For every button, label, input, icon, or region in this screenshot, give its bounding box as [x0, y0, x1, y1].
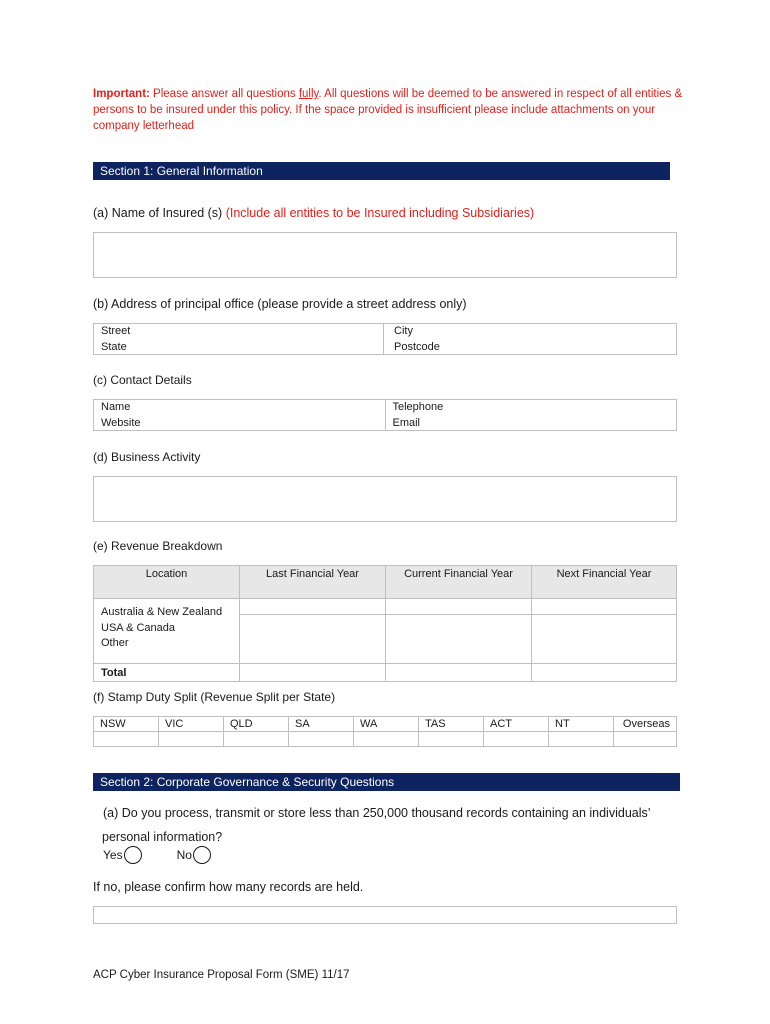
revenue-header-last-year: Last Financial Year — [240, 566, 386, 599]
revenue-total-row — [94, 664, 677, 682]
stamp-act-input[interactable] — [484, 732, 549, 747]
revenue-location-rows — [94, 599, 677, 664]
contact-left-col — [94, 400, 385, 430]
section-1-header: Section 1: General Information — [93, 162, 670, 180]
revenue-header-location: Location — [94, 566, 240, 599]
stamp-sa-input[interactable] — [289, 732, 354, 747]
address-grid — [93, 323, 677, 355]
section-2-header: Section 2: Corporate Governance & Security Questions — [93, 773, 680, 791]
revenue-total-label: Total — [94, 664, 240, 682]
stamp-duty-table — [93, 716, 677, 747]
revenue-header-next-year: Next Financial Year — [532, 566, 677, 599]
email-field[interactable]: Email — [392, 416, 421, 429]
website-field[interactable]: Website — [101, 416, 141, 429]
revenue-next-year-cells[interactable] — [532, 599, 677, 664]
important-notice: Important: Please answer all questions fully. All questions will be deemed to be answered in respect of all entities & persons to be insured under this policy. If the space provided is insufficient please include attachments on your company letterhead — [93, 88, 683, 132]
insured-note: (Include all entities to be Insured including Subsidiaries) — [225, 206, 535, 220]
stamp-overseas-input[interactable] — [614, 732, 677, 747]
question-2a-records: (a) Do you process, transmit or store less than 250,000 thousand records containing an individuals’ personal information? — [102, 806, 651, 844]
state-vic: VIC — [159, 717, 224, 732]
stamp-tas-input[interactable] — [419, 732, 484, 747]
question-b-address: (b) Address of principal office (please provide a street address only) — [93, 297, 467, 311]
revenue-table — [93, 565, 677, 682]
state-wa: WA — [354, 717, 419, 732]
address-left-col — [94, 324, 383, 354]
revenue-last-year-cells[interactable] — [240, 599, 386, 664]
business-activity-field[interactable] — [93, 476, 677, 522]
state-nsw: NSW — [94, 717, 159, 732]
revenue-header-current-year: Current Financial Year — [386, 566, 532, 599]
state-overseas: Overseas — [614, 717, 677, 732]
no-radio[interactable] — [193, 846, 211, 864]
contact-right-col — [385, 400, 677, 430]
stamp-qld-input[interactable] — [224, 732, 289, 747]
address-right-col — [383, 324, 676, 354]
no-label: No — [176, 848, 192, 862]
question-c-contact: (c) Contact Details — [93, 373, 192, 387]
telephone-field[interactable]: Telephone — [392, 401, 444, 413]
state-sa: SA — [289, 717, 354, 732]
page-footer: ACP Cyber Insurance Proposal Form (SME) 11/17 — [93, 969, 350, 981]
location-other: Other — [101, 637, 129, 649]
name-field[interactable]: Name — [101, 401, 131, 413]
yes-radio[interactable] — [124, 846, 142, 864]
revenue-total-next-year[interactable] — [532, 664, 677, 682]
postcode-field[interactable]: Postcode — [394, 340, 440, 353]
question-a-name-of-insured: (a) Name of Insured (s) (Include all entities to be Insured including Subsidiaries) — [93, 206, 535, 220]
revenue-total-last-year[interactable] — [240, 664, 386, 682]
stamp-vic-input[interactable] — [159, 732, 224, 747]
state-field[interactable]: State — [101, 340, 127, 353]
question-f-stamp-duty: (f) Stamp Duty Split (Revenue Split per State) — [93, 690, 336, 704]
location-anz: Australia & New Zealand — [101, 606, 223, 618]
location-usa-canada: USA & Canada — [101, 621, 175, 634]
records-count-field[interactable] — [93, 906, 677, 924]
stamp-duty-value-row — [94, 732, 677, 747]
street-field[interactable]: Street — [101, 325, 131, 337]
state-qld: QLD — [224, 717, 289, 732]
revenue-header-row — [94, 566, 677, 599]
question-d-business-activity: (d) Business Activity — [93, 450, 201, 464]
yes-label: Yes — [103, 848, 123, 862]
state-act: ACT — [484, 717, 549, 732]
yes-no-options — [103, 846, 211, 864]
state-nt: NT — [549, 717, 614, 732]
stamp-nsw-input[interactable] — [94, 732, 159, 747]
stamp-duty-header-row — [94, 717, 677, 732]
revenue-locations — [94, 599, 240, 664]
important-fully: fully — [298, 88, 319, 100]
revenue-total-current-year[interactable] — [386, 664, 532, 682]
records-followup-question: If no, please confirm how many records are held. — [93, 880, 364, 894]
name-of-insured-field[interactable] — [93, 232, 677, 278]
stamp-nt-input[interactable] — [549, 732, 614, 747]
question-e-revenue: (e) Revenue Breakdown — [93, 539, 223, 553]
important-label: Important: — [93, 88, 150, 100]
stamp-wa-input[interactable] — [354, 732, 419, 747]
revenue-current-year-cells[interactable] — [386, 599, 532, 664]
city-field[interactable]: City — [394, 325, 413, 337]
state-tas: TAS — [419, 717, 484, 732]
contact-grid — [93, 399, 677, 431]
